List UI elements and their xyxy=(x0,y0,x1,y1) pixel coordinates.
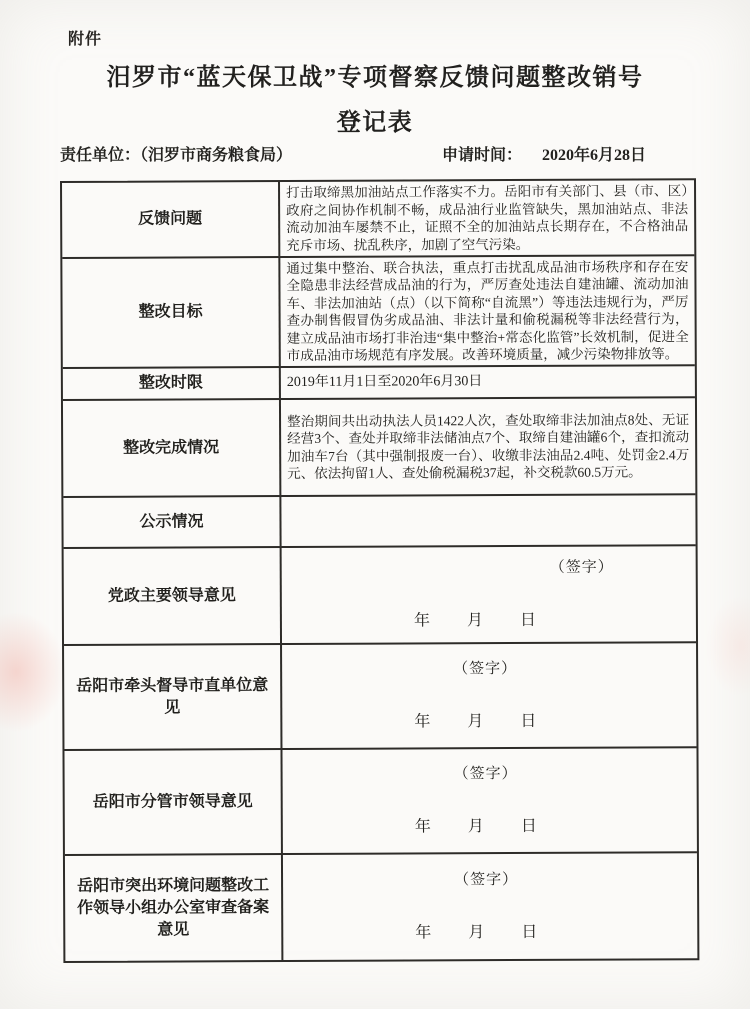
completion-status-text: 整治期间共出动执法人员1422人次，查处取缔非法加油点8处、无证经营3个、查处并取缔非法储油点7个、取缔自建油罐6个，查扣流动加油车7台（其中强制报废一台）、收缴非法油品2.4吨、处罚金2.4万元、依法拘留1人、查处偷税漏税37起，补交税款60.5万元。 xyxy=(287,411,690,482)
date-day-label: 日 xyxy=(520,712,537,730)
rectification-goal-text: 通过集中整治、联合执法，重点打击扰乱成品油市场秩序和存在安全隐患非法经营成品油的行为，严厉查处违法自建油罐、流动加油车、非法加油站（点）（以下简称“自流黑”）等违法违规行为，严厉查办制售假冒伪劣成品油、非法计量和偷税漏税等非法经营行为，建立成品油市场打非治违“集中整治+常态化监管”长效机制，促进全市成品油市场规范有序发展。改善环境质量，减少污染物排放等。 xyxy=(286,258,689,364)
responsible-unit xyxy=(60,142,292,165)
page-title-line2: 登记表 xyxy=(336,110,414,136)
date-month-label: 月 xyxy=(467,817,484,835)
row-feedback-problem xyxy=(62,180,694,259)
form-meta-row xyxy=(60,142,692,165)
row-content-yueyang-lead-unit-opinion xyxy=(282,643,696,748)
row-content-yueyang-leader-opinion xyxy=(282,748,696,853)
row-content-rectification-goal xyxy=(280,256,694,366)
publicity-status-text xyxy=(287,520,689,522)
date-placeholder xyxy=(289,923,691,942)
date-month-label: 月 xyxy=(466,611,483,629)
apply-time-value: 2020年6月28日 xyxy=(541,147,646,164)
row-yueyang-lead-unit-opinion xyxy=(64,643,696,751)
row-completion-status xyxy=(63,398,695,498)
responsible-unit-label: 责任单位： xyxy=(60,147,141,164)
row-label-feedback-problem: 反馈问题 xyxy=(62,182,280,257)
apply-time-label: 申请时间： xyxy=(441,147,522,164)
row-party-gov-leader-opinion xyxy=(64,546,696,646)
date-year-label: 年 xyxy=(414,712,431,730)
row-content-feedback-problem xyxy=(280,180,694,256)
row-content-yueyang-leading-group-opinion xyxy=(283,853,697,960)
rectification-deadline-text: 2019年11月1日至2020年6月30日 xyxy=(286,374,483,391)
scan-smudge-right xyxy=(706,596,750,696)
row-label-yueyang-leader-opinion: 岳阳市分管市领导意见 xyxy=(64,750,282,854)
signature-placeholder: （签字） xyxy=(454,872,519,889)
row-yueyang-leader-opinion xyxy=(64,748,696,856)
responsible-unit-value: （汨罗市商务粮食局） xyxy=(140,147,293,164)
row-content-party-gov-leader-opinion xyxy=(282,546,696,643)
page-title-line1: 汨罗市“蓝天保卫战”专项督察反馈问题整改销号 xyxy=(106,65,644,91)
row-label-party-gov-leader-opinion: 党政主要领导意见 xyxy=(64,548,282,644)
date-day-label: 日 xyxy=(520,817,537,835)
row-label-publicity-status: 公示情况 xyxy=(63,497,281,547)
row-rectification-deadline xyxy=(63,366,695,401)
row-label-yueyang-lead-unit-opinion: 岳阳市牵头督导市直单位意见 xyxy=(64,645,282,749)
signature-placeholder: （签字） xyxy=(453,661,518,678)
row-content-rectification-deadline xyxy=(281,366,695,398)
attachment-label: 附件 xyxy=(68,31,103,48)
date-year-label: 年 xyxy=(413,611,430,629)
apply-time xyxy=(442,142,646,165)
scan-smudge-left xyxy=(0,612,66,732)
row-label-yueyang-leading-group-opinion: 岳阳市突出环境问题整改工作领导小组办公室审查备案意见 xyxy=(65,855,283,961)
signature-placeholder: （签字） xyxy=(453,766,518,783)
date-year-label: 年 xyxy=(414,817,431,835)
date-day-label: 日 xyxy=(521,923,538,941)
row-rectification-goal xyxy=(62,256,694,369)
date-month-label: 月 xyxy=(468,923,485,941)
date-month-label: 月 xyxy=(467,712,484,730)
row-content-completion-status xyxy=(281,398,695,495)
date-placeholder xyxy=(288,712,690,731)
registration-table xyxy=(60,178,699,963)
row-label-completion-status: 整改完成情况 xyxy=(63,400,281,496)
row-label-rectification-deadline: 整改时限 xyxy=(63,368,281,399)
date-year-label: 年 xyxy=(415,923,432,941)
date-day-label: 日 xyxy=(519,611,537,629)
date-placeholder xyxy=(288,611,690,630)
row-yueyang-leading-group-opinion xyxy=(65,853,697,961)
feedback-problem-text: 打击取缔黑加油站点工作落实不力。岳阳市有关部门、县（市、区）政府之间协作机制不畅，成品油行业监管缺失，黑加油站点、非法流动加油车屡禁不止，证照不全的加油站点长期存在，不合格油品充斥市场、扰乱秩序，加剧了空气污染。 xyxy=(286,183,689,253)
date-placeholder xyxy=(289,817,691,836)
signature-placeholder: （签字） xyxy=(549,559,614,576)
row-label-rectification-goal: 整改目标 xyxy=(62,258,280,367)
row-publicity-status xyxy=(63,495,695,549)
page-title xyxy=(0,56,750,146)
row-content-publicity-status xyxy=(281,495,695,546)
